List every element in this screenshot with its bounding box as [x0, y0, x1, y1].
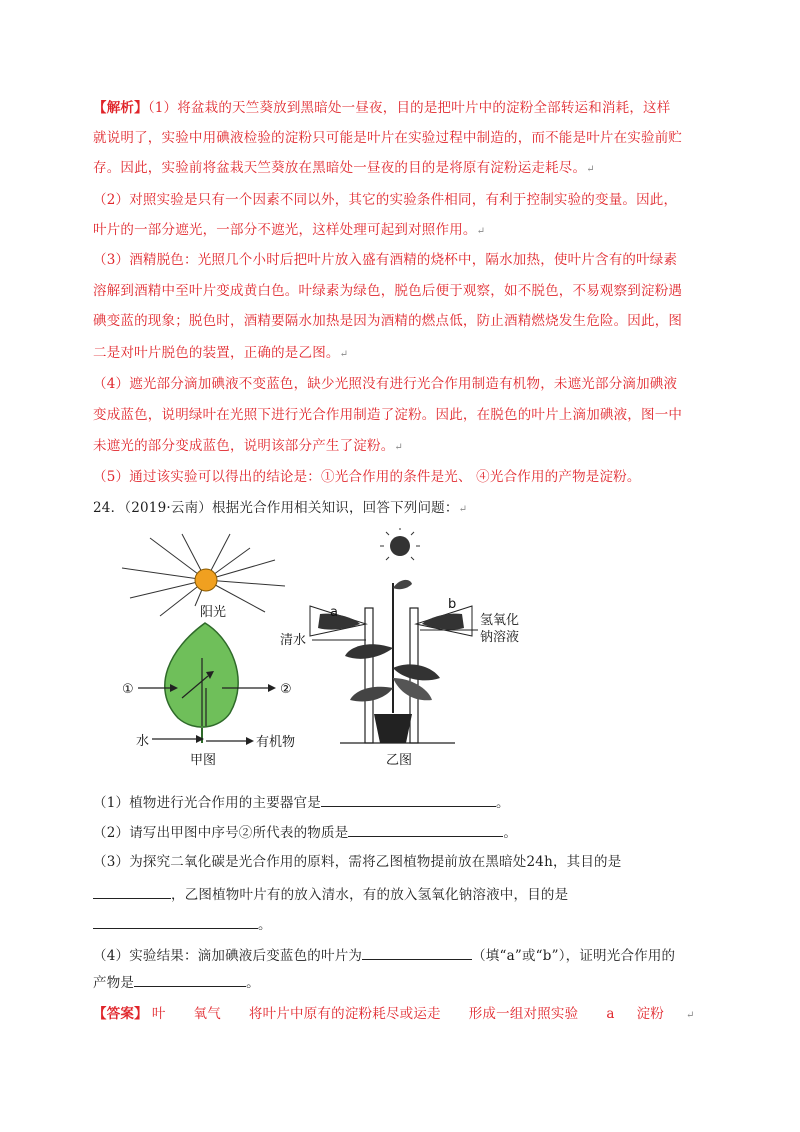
- paragraph-mark: ↵: [586, 164, 595, 175]
- question-3-text: ，乙图植物叶片有的放入清水，有的放入氢氧化钠溶液中，目的是: [171, 887, 569, 903]
- answer-2: 氧气: [193, 1006, 221, 1022]
- analysis-tag: 【解析】: [93, 100, 148, 116]
- analysis-line-7: 溶解到酒精中至叶片变成黄白色。叶绿素为绿色，脱色后便于观察，如不脱色，不易观察到淀粉遇: [93, 283, 683, 299]
- analysis-line-2: 就说明了，实验中用碘液检验的淀粉只可能是叶片在实验过程中制造的，而不能是叶片在实验前贮: [93, 130, 683, 146]
- sunlight-label: 阳光: [200, 605, 227, 620]
- question-4-text: （4）实验结果：滴加碘液后变蓝色的叶片为: [93, 948, 363, 964]
- figure-a-caption: 甲图: [190, 753, 217, 768]
- analysis-line-10: （4）遮光部分滴加碘液不变蓝色，缺少光照没有进行光合作用制造有机物，未遮光部分滴加碘液: [93, 376, 678, 392]
- answer-5: a: [606, 1006, 615, 1022]
- answer-blank-2[interactable]: [348, 822, 503, 837]
- question-4-line-2: [93, 972, 708, 993]
- answer-blank-1[interactable]: [321, 792, 496, 807]
- label-2: ②: [280, 682, 292, 697]
- pot-icon: [374, 714, 412, 743]
- analysis-line-8: 碘变蓝的现象；脱色时，酒精要隔水加热是因为酒精的燃点低，防止酒精燃烧发生危险。因此，图: [93, 313, 683, 329]
- answer-3: 将叶片中原有的淀粉耗尽或运走: [248, 1006, 441, 1022]
- organic-label: 有机物: [256, 735, 296, 750]
- paragraph-mark: ↵: [686, 1010, 695, 1021]
- analysis-line-13: （5）通过该实验可以得出的结论是：①光合作用的条件是光、 ④光合作用的产物是淀粉。: [93, 469, 641, 485]
- analysis-line-12: [93, 436, 708, 458]
- naoh-label-2: 钠溶液: [480, 630, 520, 645]
- end-mark: 。: [503, 825, 518, 841]
- label-1: ①: [122, 682, 134, 697]
- analysis-line-4: （2）对照实验是只有一个因素不同以外，其它的实验条件相同，有利于控制实验的变量。因此，: [93, 192, 678, 208]
- end-mark: 。: [496, 795, 510, 811]
- naoh-label-1: 氢氧化: [480, 613, 520, 628]
- question-4-line-1: [93, 945, 708, 966]
- analysis-text: 未遮光的部分变成蓝色，说明该部分产生了淀粉。: [93, 438, 395, 454]
- photosynthesis-figure: [110, 528, 530, 773]
- analysis-line-3: [93, 158, 708, 180]
- analysis-line-11: 变成蓝色，说明绿叶在光照下进行光合作用制造了淀粉。因此，在脱色的叶片上滴加碘液，图一中: [93, 407, 683, 423]
- question-stem-text: 24．（2019·云南）根据光合作用相关知识，回答下列问题：: [93, 500, 459, 516]
- question-3-line-2: [93, 884, 708, 905]
- answer-blank-4a[interactable]: [362, 945, 472, 960]
- leaf-a-label: a: [330, 605, 338, 620]
- sun-icon: [195, 569, 217, 591]
- dark-sun-icon: [390, 536, 410, 556]
- answer-blank-4b[interactable]: [134, 972, 246, 987]
- analysis-text: （1）将盆栽的天竺葵放到黑暗处一昼夜，目的是把叶片中的淀粉全部转运和消耗，这样: [147, 100, 671, 116]
- leaf-a-icon: [318, 614, 360, 630]
- analysis-line-9: [93, 343, 708, 365]
- question-stem: [93, 498, 708, 520]
- leaf-b-label: b: [448, 597, 457, 612]
- question-1: [93, 792, 708, 813]
- analysis-line-5: [93, 220, 708, 242]
- answer-6: 淀粉: [636, 1006, 664, 1022]
- answer-1: 叶: [151, 1006, 166, 1022]
- paragraph-mark: ↵: [394, 442, 403, 453]
- leaf-b-icon: [422, 614, 464, 630]
- answer-blank-3b[interactable]: [93, 914, 258, 929]
- answer-blank-3a[interactable]: [93, 884, 171, 899]
- question-4-text-2: （填“a”或“b”），证明光合作用的: [472, 948, 676, 964]
- left-tube: [365, 608, 373, 743]
- water-label: 水: [136, 734, 150, 749]
- analysis-text: 二是对叶片脱色的装置，正确的是乙图。: [93, 345, 340, 361]
- question-3-line-1: （3）为探究二氧化碳是光合作用的原料，需将乙图植物提前放在黑暗处24h，其目的是: [93, 854, 622, 870]
- analysis-text: 叶片的一部分遮光，一部分不遮光，这样处理可起到对照作用。: [93, 222, 477, 238]
- answer-line: [93, 1004, 708, 1026]
- analysis-line-1: [93, 98, 708, 118]
- paragraph-mark: ↵: [458, 504, 468, 515]
- question-3-line-3: [93, 914, 708, 935]
- analysis-line-6: （3）酒精脱色：光照几个小时后把叶片放入盛有酒精的烧杯中，隔水加热，使叶片含有的叶绿素: [93, 252, 678, 268]
- question-1-text: （1）植物进行光合作用的主要器官是: [93, 795, 321, 811]
- figure-b-caption: 乙图: [386, 753, 413, 768]
- question-4-text-3: 产物是: [93, 975, 135, 991]
- paragraph-mark: ↵: [339, 349, 349, 360]
- paragraph-mark: ↵: [476, 226, 486, 237]
- answer-4: 形成一组对照实验: [468, 1006, 579, 1022]
- end-mark: 。: [246, 975, 260, 991]
- clear-water-label: 清水: [280, 633, 307, 648]
- analysis-text: 存。因此，实验前将盆栽天竺葵放在黑暗处一昼夜的目的是将原有淀粉运走耗尽。: [93, 160, 587, 176]
- question-2: [93, 822, 708, 843]
- end-mark: 。: [258, 917, 272, 933]
- answer-tag: 【答案】: [93, 1006, 148, 1022]
- question-2-text: （2）请写出甲图中序号②所代表的物质是: [93, 825, 349, 841]
